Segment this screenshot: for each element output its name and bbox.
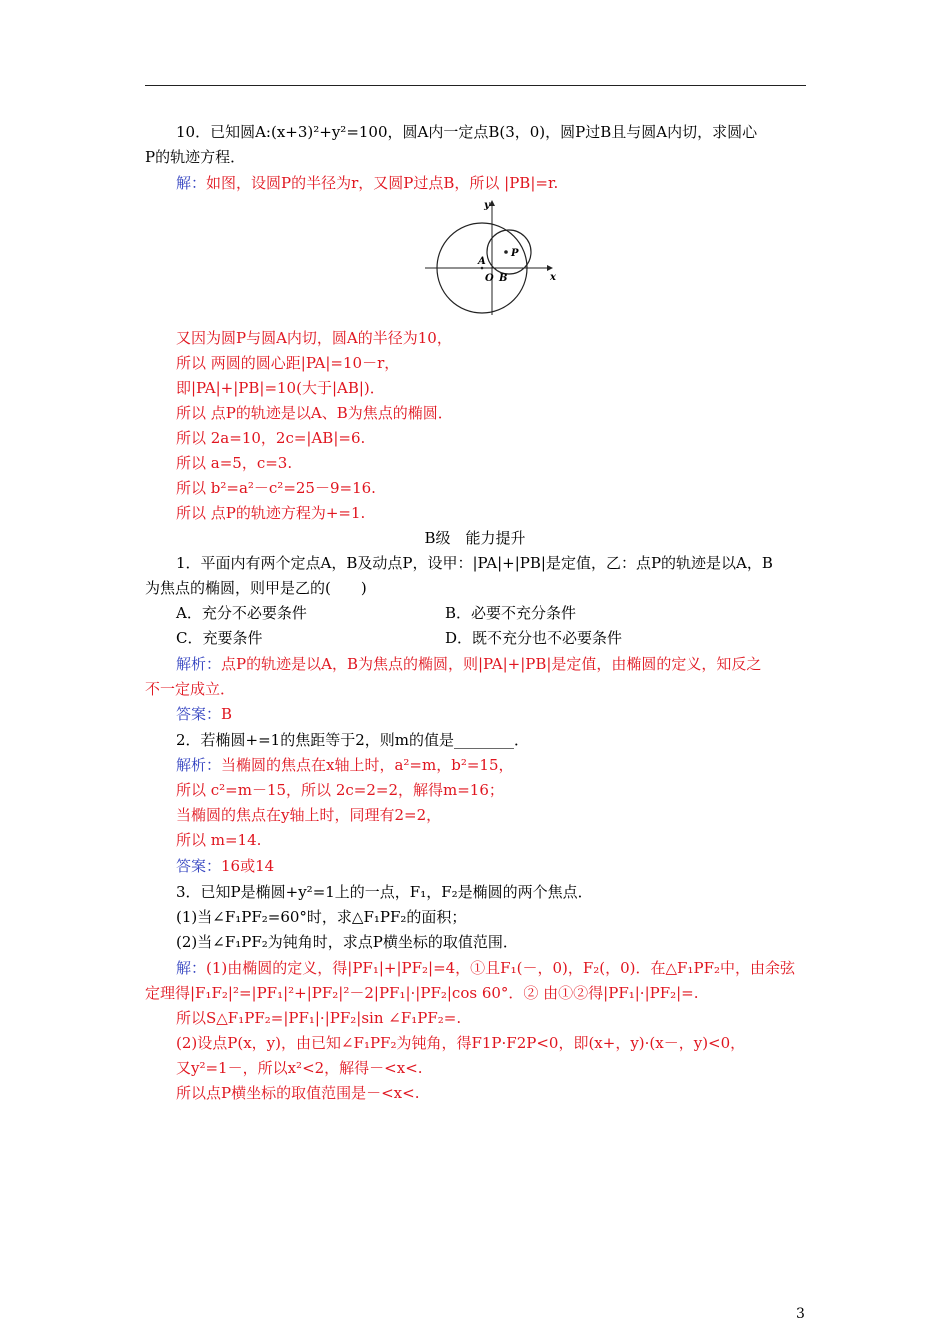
problem-3-solution-line4: (2)设点P(x，y)，由已知∠F₁PF₂为钝角，得F1P·F2P<0，即(x+，y)·(x－，y)<0， xyxy=(176,1034,746,1052)
x-axis-label: x xyxy=(550,272,556,283)
problem-10-solution-line9: 所以 点P的轨迹方程为+=1. xyxy=(176,504,366,522)
problem-1-question-line1: 1．平面内有两个定点A，B及动点P，设甲：|PA|+|PB|是定值，乙：点P的轨迹是以A，B xyxy=(176,554,773,572)
point-a xyxy=(481,267,484,270)
problem-10-solution-line5: 所以 点P的轨迹是以A、B为焦点的椭圆． xyxy=(176,404,453,422)
analysis-label: 解析： xyxy=(176,655,222,673)
point-p xyxy=(504,250,508,254)
option-d: D．既不充分也不必要条件 xyxy=(445,629,623,647)
problem-3-question-line2: (1)当∠F₁PF₂=60°时，求△F₁PF₂的面积； xyxy=(176,908,467,926)
problem-1-analysis-line2: 不一定成立． xyxy=(145,680,236,698)
origin-label: O xyxy=(485,273,494,284)
problem-10-solution-line1 xyxy=(176,173,558,193)
problem-2-analysis-line3: 当椭圆的焦点在y轴上时，同理有2=2， xyxy=(176,806,442,824)
problem-10-solution-line7: 所以 a=5，c=3. xyxy=(176,454,293,472)
answer-label: 答案： xyxy=(176,857,222,875)
problem-3-solution-line5: 又y²=1－，所以x²<2，解得－<x<. xyxy=(176,1059,423,1077)
problem-10-solution-line2: 又因为圆P与圆A内切，圆A的半径为10， xyxy=(176,329,452,347)
page-number: 3 xyxy=(796,1306,805,1322)
problem-2-question: 2．若椭圆+=1的焦距等于2，则m的值是________． xyxy=(176,731,529,749)
header-rule xyxy=(145,85,806,86)
problem-1-analysis-line1 xyxy=(176,654,761,674)
problem-2-analysis-line2: 所以 c²=m－15，所以 2c=2=2，解得m=16； xyxy=(176,781,504,799)
analysis-text: 点P的轨迹是以A，B为焦点的椭圆，则|PA|+|PB|是定值，由椭圆的定义，知反之 xyxy=(221,655,762,673)
point-a-label: A xyxy=(478,256,486,267)
option-a: A．充分不必要条件 xyxy=(176,604,307,622)
option-c: C．充要条件 xyxy=(176,629,263,647)
section-heading: B级 能力提升 xyxy=(424,529,526,547)
answer-value: B xyxy=(221,705,233,723)
problem-1-answer xyxy=(176,704,232,724)
problem-3-solution-line6: 所以点P横坐标的取值范围是－<x<. xyxy=(176,1084,420,1102)
point-p-label: P xyxy=(511,248,519,259)
problem-10-question-line2: P的轨迹方程． xyxy=(145,148,246,166)
problem-3-solution-line2: 定理得|F₁F₂|²=|PF₁|²+|PF₂|²－2|PF₁|·|PF₂|cos 60°．② 由①②得|PF₁|·|PF₂|=. xyxy=(145,984,699,1002)
problem-3-solution-line1 xyxy=(176,958,795,978)
solution-label: 解： xyxy=(176,959,207,977)
problem-10-solution-line6: 所以 2a=10，2c=|AB|=6. xyxy=(176,429,366,447)
problem-2-analysis-line4: 所以 m=14. xyxy=(176,831,262,849)
point-b-label: B xyxy=(499,273,508,284)
problem-10-question-line1: 10．已知圆A:(x+3)²+y²=100，圆A内一定点B(3，0)，圆P过B且与圆A内切，求圆心 xyxy=(176,123,758,141)
y-axis-label: y xyxy=(484,200,490,211)
analysis-text: 当椭圆的焦点在x轴上时，a²=m，b²=15， xyxy=(221,756,514,774)
problem-3-question-line3: (2)当∠F₁PF₂为钝角时，求点P横坐标的取值范围． xyxy=(176,933,518,951)
analysis-label: 解析： xyxy=(176,756,222,774)
problem-2-answer xyxy=(176,856,274,876)
answer-value: 16或14 xyxy=(221,857,275,875)
problem-10-solution-line3: 所以 两圆的圆心距|PA|=10－r， xyxy=(176,354,400,372)
option-b: B．必要不充分条件 xyxy=(445,604,577,622)
solution-label: 解： xyxy=(176,174,207,192)
circle-diagram xyxy=(420,195,560,320)
solution-text: 如图，设圆P的半径为r，又圆P过点B，所以 |PB|=r. xyxy=(206,174,559,192)
problem-3-solution-line3: 所以S△F₁PF₂=|PF₁|·|PF₂|sin ∠F₁PF₂=. xyxy=(176,1009,462,1027)
problem-1-question-line2: 为焦点的椭圆，则甲是乙的( ) xyxy=(145,579,367,597)
answer-label: 答案： xyxy=(176,705,222,723)
problem-3-question-line1: 3．已知P是椭圆+y²=1上的一点，F₁，F₂是椭圆的两个焦点． xyxy=(176,883,593,901)
problem-10-solution-line4: 即|PA|+|PB|=10(大于|AB|)． xyxy=(176,379,385,397)
problem-10-solution-line8: 所以 b²=a²－c²=25－9=16. xyxy=(176,479,376,497)
solution-text: (1)由椭圆的定义，得|PF₁|+|PF₂|=4，①且F₁(－，0)，F₂(，0)．在△F₁PF₂中，由余弦 xyxy=(206,959,795,977)
problem-2-analysis-line1 xyxy=(176,755,514,775)
